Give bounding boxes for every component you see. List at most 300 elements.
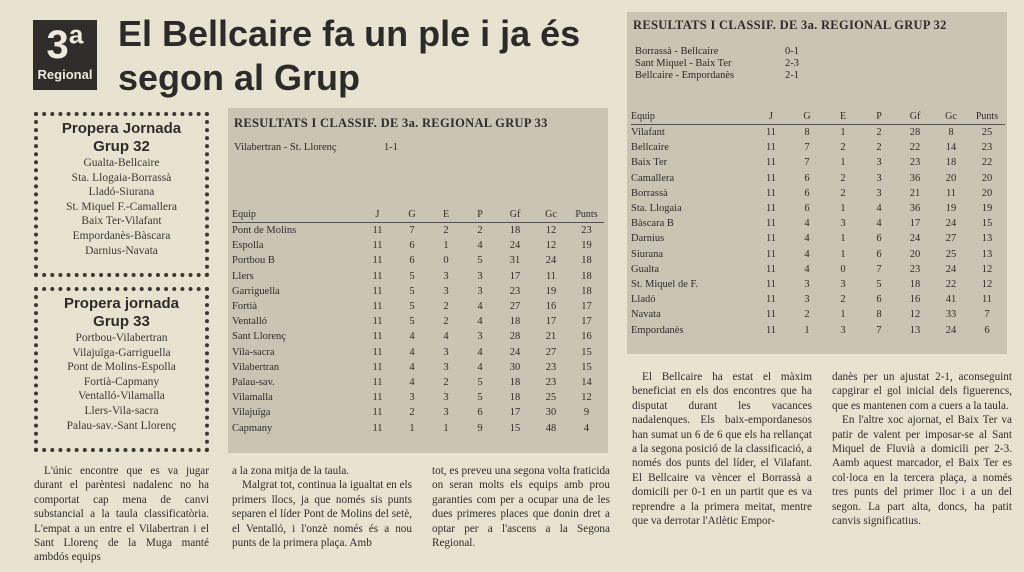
- next-fixtures-list: [44, 156, 199, 258]
- team-name: Pont de Molins: [232, 225, 297, 236]
- team-name: Darnius: [631, 233, 665, 245]
- stat-cell: 15: [581, 346, 592, 358]
- stat-cell: 4: [477, 346, 483, 358]
- stat-cell: 2: [443, 316, 449, 328]
- column-header: Equip: [631, 111, 655, 122]
- team-name: Borrassà: [631, 187, 668, 199]
- stat-cell: 1: [409, 422, 415, 434]
- paragraph: Malgrat tot, continua la igualtat en els primers llocs, ja que només sis punts separen el líder Pont de Molins del setè, el Ventalló, i l'onzè només és a nou punts de la primera plaça. Amb: [232, 479, 412, 550]
- stat-cell: 11: [372, 225, 383, 236]
- stat-cell: 1: [840, 233, 846, 245]
- stat-cell: 11: [765, 248, 777, 260]
- table-row: [232, 269, 604, 284]
- table-row: [631, 155, 1005, 170]
- column-header: Gc: [945, 111, 957, 122]
- fixture-item: Darnius-Navata: [85, 244, 158, 257]
- stat-cell: 11: [765, 263, 777, 275]
- stat-cell: 12: [545, 225, 557, 236]
- fixture-item: St. Miquel F.-Camallera: [66, 200, 177, 213]
- stat-cell: 16: [909, 294, 921, 306]
- stat-cell: 11: [765, 233, 777, 245]
- stat-cell: 41: [945, 294, 957, 306]
- stat-cell: 11: [765, 279, 777, 291]
- stat-cell: 2: [840, 187, 846, 199]
- stat-cell: 11: [372, 270, 383, 282]
- stat-cell: 18: [581, 270, 592, 282]
- stat-cell: 11: [765, 157, 777, 169]
- result-match: Bellcaire - Empordanès: [635, 70, 735, 81]
- fixture-item: Sta. Llogaia-Borrassà: [71, 171, 172, 184]
- table-row: [631, 307, 1005, 322]
- result-row: [635, 58, 835, 70]
- stat-cell: 5: [477, 392, 483, 404]
- stat-cell: 18: [509, 316, 521, 328]
- fixture-item: Ventalló-Vilamalla: [78, 390, 165, 403]
- stat-cell: 4: [409, 361, 415, 373]
- team-name: Navata: [631, 309, 661, 321]
- stat-cell: 7: [804, 157, 810, 169]
- stat-cell: 18: [581, 255, 592, 267]
- stat-cell: 23: [581, 225, 592, 236]
- stat-cell: 28: [509, 331, 521, 343]
- stat-cell: 6: [984, 324, 990, 336]
- column-header: E: [442, 209, 450, 220]
- stat-cell: 11: [765, 172, 777, 184]
- fixture-item: Portbou-Vilabertran: [75, 332, 168, 344]
- paragraph: El Bellcaire ha estat el màxim beneficiat en els dos encontres que ha disputat durant les vacances nadalenques. Els baix-empordanesos han sumat un 6 de 6 que els ha rellançat a la segona posició de la classificació, a només dos punts del líder, el Vilafant. El Bellcaire va vèncer el Borrassà a domicili per 0-1 en un partit que es va reprendre a la primera meitat, mentre que va derrotar l'Atlètic Empor-: [632, 371, 812, 528]
- article-column-2: [232, 464, 412, 550]
- stat-cell: 2: [443, 225, 449, 236]
- stat-cell: 23: [545, 377, 557, 389]
- stat-cell: 3: [804, 294, 810, 306]
- stat-cell: 11: [372, 346, 383, 358]
- stat-cell: 25: [545, 392, 557, 404]
- stat-cell: 19: [981, 203, 993, 215]
- stat-cell: 23: [981, 142, 993, 154]
- stat-cell: 11: [765, 309, 777, 321]
- stat-cell: 27: [545, 346, 557, 358]
- stat-cell: 3: [443, 392, 449, 404]
- result-score: 0-1: [785, 46, 799, 57]
- stat-cell: 6: [804, 172, 810, 184]
- article-column-1: [34, 464, 209, 565]
- table-row: [631, 140, 1005, 155]
- stat-cell: 18: [509, 225, 521, 236]
- column-header: Gc: [545, 209, 557, 220]
- stat-cell: 7: [409, 225, 415, 236]
- fixture-item: Lladó-Siurana: [88, 186, 155, 199]
- stat-cell: 3: [876, 172, 882, 184]
- team-name: Bàscara B: [631, 218, 674, 230]
- stat-cell: 24: [945, 218, 957, 230]
- stat-cell: 3: [477, 285, 483, 297]
- team-name: Vilabertran: [232, 361, 280, 373]
- results-list: [635, 46, 835, 82]
- stat-cell: 7: [876, 324, 882, 336]
- team-name: Baix Ter: [631, 157, 668, 169]
- table-row: [232, 299, 604, 314]
- stat-cell: 2: [876, 127, 882, 138]
- table-row: [232, 329, 604, 344]
- stat-cell: 2: [443, 301, 449, 313]
- table-title: RESULTATS I CLASSIF. DE 3a. REGIONAL GRUP 32: [633, 18, 947, 32]
- column-header: Punts: [575, 209, 598, 220]
- stat-cell: 4: [477, 301, 483, 313]
- stat-cell: 1: [443, 240, 449, 252]
- stat-cell: 11: [372, 240, 383, 252]
- stat-cell: 11: [372, 331, 383, 343]
- paragraph: danès per un ajustat 2-1, aconseguint capgirar el gol inicial dels figuerencs, que es mantenen com a cuers a la taula.: [832, 371, 1012, 412]
- stat-cell: 11: [372, 422, 383, 434]
- stat-cell: 11: [372, 407, 383, 419]
- article-column-3: [432, 464, 610, 550]
- stat-cell: 2: [477, 225, 483, 236]
- stat-cell: 14: [945, 142, 957, 154]
- stat-cell: 12: [545, 240, 557, 252]
- stat-cell: 3: [840, 279, 846, 291]
- result-row: [635, 46, 835, 58]
- stat-cell: 4: [876, 218, 882, 230]
- stat-cell: 3: [409, 392, 415, 404]
- column-header: Gf: [909, 111, 921, 122]
- stat-cell: 4: [409, 377, 415, 389]
- stat-cell: 11: [545, 270, 557, 282]
- stat-cell: 22: [945, 279, 957, 291]
- team-name: Camallera: [631, 172, 675, 184]
- table-row: [232, 390, 604, 405]
- stat-cell: 7: [984, 309, 990, 321]
- stat-cell: 2: [876, 142, 882, 154]
- stat-cell: 24: [945, 324, 957, 336]
- stat-cell: 15: [581, 361, 592, 373]
- column-header: E: [839, 111, 847, 122]
- fixture-item: Baix Ter-Vilafant: [81, 215, 162, 228]
- stat-cell: 3: [477, 331, 483, 343]
- stat-cell: 23: [509, 285, 521, 297]
- stat-cell: 24: [509, 346, 521, 358]
- stat-cell: 19: [581, 240, 592, 252]
- section-badge: [33, 20, 97, 90]
- team-name: Lladó: [631, 294, 656, 306]
- table-row: [232, 405, 604, 420]
- stat-cell: 16: [581, 331, 592, 343]
- stat-cell: 4: [876, 203, 882, 215]
- stat-cell: 8: [876, 309, 882, 321]
- stat-cell: 11: [765, 324, 777, 336]
- standings-group-32: [627, 12, 1007, 354]
- stat-cell: 20: [981, 187, 993, 199]
- stat-cell: 11: [372, 301, 383, 313]
- standings-table: [631, 110, 1005, 338]
- stat-cell: 15: [509, 422, 521, 434]
- team-name: Sta. Llogaia: [631, 203, 682, 215]
- team-name: Portbou B: [232, 255, 275, 267]
- column-header: P: [876, 111, 882, 122]
- stat-cell: 12: [981, 263, 993, 275]
- stat-cell: 4: [804, 218, 810, 230]
- stat-cell: 23: [545, 361, 557, 373]
- stat-cell: 1: [840, 127, 846, 138]
- result-match: Sant Miquel - Baix Ter: [635, 58, 732, 69]
- stat-cell: 11: [765, 218, 777, 230]
- table-row: [232, 223, 604, 239]
- stat-cell: 15: [981, 218, 993, 230]
- stat-cell: 3: [443, 270, 449, 282]
- table-row: [232, 345, 604, 360]
- stat-cell: 18: [909, 279, 921, 291]
- team-name: Gualta: [631, 263, 659, 275]
- column-header: J: [375, 209, 380, 220]
- stat-cell: 19: [545, 285, 557, 297]
- stat-cell: 21: [909, 187, 921, 199]
- table-row: [232, 375, 604, 390]
- column-header: P: [477, 209, 483, 220]
- stat-cell: 11: [945, 187, 957, 199]
- fixture-item: Gualta-Bellcaire: [83, 157, 160, 169]
- stat-cell: 5: [409, 316, 415, 328]
- column-header: G: [803, 111, 811, 122]
- team-name: Llers: [232, 270, 254, 282]
- team-name: Empordanès: [631, 324, 684, 336]
- stat-cell: 17: [509, 270, 521, 282]
- team-name: Sant Llorenç: [232, 331, 286, 343]
- stat-cell: 2: [409, 407, 415, 419]
- stat-cell: 17: [545, 316, 557, 328]
- next-fixtures-group-32: [34, 112, 209, 277]
- stat-cell: 12: [981, 279, 993, 291]
- column-header: Equip: [232, 209, 256, 220]
- stat-cell: 11: [765, 127, 777, 138]
- stat-cell: 3: [876, 187, 882, 199]
- team-name: Vilajuïga: [232, 407, 271, 419]
- stat-cell: 33: [945, 309, 957, 321]
- column-header: Punts: [975, 111, 999, 122]
- stat-cell: 2: [840, 294, 846, 306]
- table-title: RESULTATS I CLASSIF. DE 3a. REGIONAL GRUP 33: [234, 116, 548, 130]
- stat-cell: 5: [477, 255, 483, 267]
- team-name: St. Miquel de F.: [631, 279, 699, 291]
- stat-cell: 4: [409, 346, 415, 358]
- paragraph: tot, es preveu una segona volta fraticida on seran molts els equips amb prou garanties com per a ocupar una de les dues primeres places que donin dret a optar per a l'ascens a la Segona Regional.: [432, 465, 611, 550]
- stat-cell: 7: [804, 142, 810, 154]
- stat-cell: 18: [509, 392, 521, 404]
- result-score: 2-1: [785, 70, 799, 81]
- result-row: [234, 142, 434, 154]
- stat-cell: 6: [409, 255, 415, 267]
- stat-cell: 28: [909, 127, 921, 138]
- stat-cell: 12: [909, 309, 921, 321]
- team-name: Vilamalla: [232, 392, 273, 404]
- stat-cell: 11: [765, 203, 777, 215]
- headline: El Bellcaire fa un ple i ja és segon al Grup: [118, 13, 581, 98]
- stat-cell: 3: [477, 270, 483, 282]
- badge-number: 3ª: [46, 23, 84, 67]
- team-name: Fortià: [232, 301, 258, 313]
- stat-cell: 36: [909, 203, 921, 215]
- fixture-item: Vilajuïga-Garriguella: [72, 346, 171, 359]
- standings-table: [232, 208, 604, 436]
- paragraph: L'únic encontre que es va jugar durant el parèntesi nadalenc no ha comportat cap mena de canvi substancial a la taula classificatòria. L'empat a un entre el Vilabertran i el Sant Llorenç de la Muga manté ambdós equips: [34, 465, 209, 564]
- stat-cell: 3: [443, 285, 449, 297]
- stat-cell: 6: [876, 233, 882, 245]
- table-row: [631, 171, 1005, 186]
- team-name: Vila-sacra: [232, 346, 275, 358]
- stat-cell: 1: [840, 203, 846, 215]
- stat-cell: 1: [840, 157, 846, 169]
- fixture-item: Fortià-Capmany: [83, 375, 160, 388]
- stat-cell: 3: [876, 157, 882, 169]
- table-row: [631, 323, 1005, 338]
- stat-cell: 20: [909, 248, 921, 260]
- table-header-row: [232, 208, 604, 223]
- stat-cell: 17: [581, 301, 592, 313]
- result-row: [635, 70, 835, 82]
- stat-cell: 3: [443, 346, 449, 358]
- team-name: Palau-sav.: [232, 377, 275, 389]
- fixture-item: Palau-sav.-Sant Llorenç: [66, 419, 177, 432]
- team-name: Garriguella: [232, 285, 280, 297]
- team-name: Capmany: [232, 422, 273, 434]
- team-name: Vilafant: [631, 127, 665, 138]
- stat-cell: 13: [981, 248, 993, 260]
- stat-cell: 8: [804, 127, 810, 138]
- stat-cell: 24: [545, 255, 557, 267]
- stat-cell: 17: [509, 407, 521, 419]
- stat-cell: 11: [372, 392, 383, 404]
- stat-cell: 6: [804, 203, 810, 215]
- stat-cell: 31: [509, 255, 521, 267]
- stat-cell: 6: [876, 294, 882, 306]
- stat-cell: 4: [409, 331, 415, 343]
- stat-cell: 25: [945, 248, 957, 260]
- stat-cell: 6: [876, 248, 882, 260]
- article-column-5: [832, 370, 1012, 528]
- column-header: G: [408, 209, 416, 220]
- table-header-row: [631, 110, 1005, 125]
- stat-cell: 17: [909, 218, 921, 230]
- table-row: [631, 277, 1005, 292]
- stat-cell: 30: [545, 407, 557, 419]
- badge-label: Regional: [37, 67, 93, 82]
- stat-cell: 11: [372, 361, 383, 373]
- stat-cell: 2: [840, 142, 846, 154]
- article-column-4: [632, 370, 812, 528]
- team-name: Siurana: [631, 248, 664, 260]
- table-row: [232, 360, 604, 375]
- stat-cell: 24: [509, 240, 521, 252]
- fixture-item: Llers-Vila-sacra: [84, 404, 159, 417]
- team-name: Bellcaire: [631, 142, 669, 154]
- stat-cell: 4: [583, 422, 590, 434]
- stat-cell: 3: [840, 324, 846, 336]
- stat-cell: 4: [477, 240, 483, 252]
- stat-cell: 18: [509, 377, 521, 389]
- stat-cell: 8: [948, 127, 954, 138]
- fixture-item: Pont de Molins-Espolla: [67, 361, 176, 374]
- stat-cell: 14: [581, 377, 592, 389]
- table-row: [631, 125, 1005, 141]
- next-fixtures-title: Propera jornada Grup 33: [63, 295, 180, 330]
- table-row: [232, 314, 604, 329]
- next-fixtures-title: Propera Jornada Grup 32: [61, 120, 182, 155]
- stat-cell: 13: [981, 233, 993, 245]
- stat-cell: 7: [876, 263, 882, 275]
- stat-cell: 11: [372, 316, 383, 328]
- stat-cell: 5: [876, 279, 882, 291]
- stat-cell: 1: [804, 324, 810, 336]
- stat-cell: 5: [409, 301, 415, 313]
- table-row: [232, 253, 604, 268]
- result-score: 2-3: [785, 58, 799, 69]
- stat-cell: 3: [443, 407, 449, 419]
- team-name: Espolla: [232, 240, 264, 252]
- stat-cell: 1: [443, 422, 449, 434]
- table-row: [232, 238, 604, 253]
- paragraph: a la zona mitja de la taula.: [232, 465, 350, 477]
- stat-cell: 6: [477, 407, 483, 419]
- stat-cell: 22: [981, 157, 993, 169]
- stat-cell: 6: [409, 240, 415, 252]
- stat-cell: 2: [840, 172, 846, 184]
- stat-cell: 48: [545, 422, 557, 434]
- table-row: [631, 231, 1005, 246]
- stat-cell: 11: [372, 285, 383, 297]
- result-score: 1-1: [384, 142, 398, 153]
- table-row: [631, 216, 1005, 231]
- stat-cell: 13: [909, 324, 921, 336]
- paragraph: En l'altre xoc ajornat, el Baix Ter va patir de valent per imposar-se al Sant Miquel de Fluvià a domicili per 2-3. Aamb aquest marcador, el Baix Ter es col·loca en la tercera plaça, a només tres punts del primer lloc i a un del segon. La part alta, doncs, ha patit canvis significatius.: [832, 414, 1012, 528]
- stat-cell: 30: [509, 361, 521, 373]
- table-row: [631, 292, 1005, 307]
- stat-cell: 11: [765, 294, 777, 306]
- stat-cell: 1: [840, 309, 846, 321]
- stat-cell: 3: [840, 218, 846, 230]
- stat-cell: 11: [372, 255, 383, 267]
- table-row: [631, 262, 1005, 277]
- stat-cell: 5: [409, 285, 415, 297]
- results-list: [234, 142, 434, 154]
- stat-cell: 6: [804, 187, 810, 199]
- stat-cell: 0: [443, 255, 449, 267]
- stat-cell: 17: [581, 316, 592, 328]
- stat-cell: 11: [765, 187, 777, 199]
- column-header: Gf: [509, 209, 521, 220]
- team-name: Ventalló: [232, 316, 267, 328]
- stat-cell: 5: [477, 377, 483, 389]
- table-row: [631, 186, 1005, 201]
- standings-group-33: [228, 108, 608, 453]
- stat-cell: 4: [443, 331, 449, 343]
- stat-cell: 20: [981, 172, 993, 184]
- stat-cell: 2: [804, 309, 810, 321]
- stat-cell: 21: [545, 331, 557, 343]
- stat-cell: 27: [945, 233, 957, 245]
- stat-cell: 0: [840, 263, 846, 275]
- stat-cell: 11: [372, 377, 383, 389]
- stat-cell: 16: [545, 301, 557, 313]
- stat-cell: 11: [765, 142, 777, 154]
- stat-cell: 24: [945, 263, 957, 275]
- stat-cell: 1: [840, 248, 846, 260]
- stat-cell: 4: [477, 316, 483, 328]
- stat-cell: 9: [477, 422, 483, 434]
- stat-cell: 18: [945, 157, 957, 169]
- stat-cell: 11: [981, 294, 993, 306]
- stat-cell: 3: [804, 279, 810, 291]
- column-header: J: [769, 111, 773, 122]
- fixture-item: Empordanès-Bàscara: [72, 229, 171, 242]
- table-row: [631, 247, 1005, 262]
